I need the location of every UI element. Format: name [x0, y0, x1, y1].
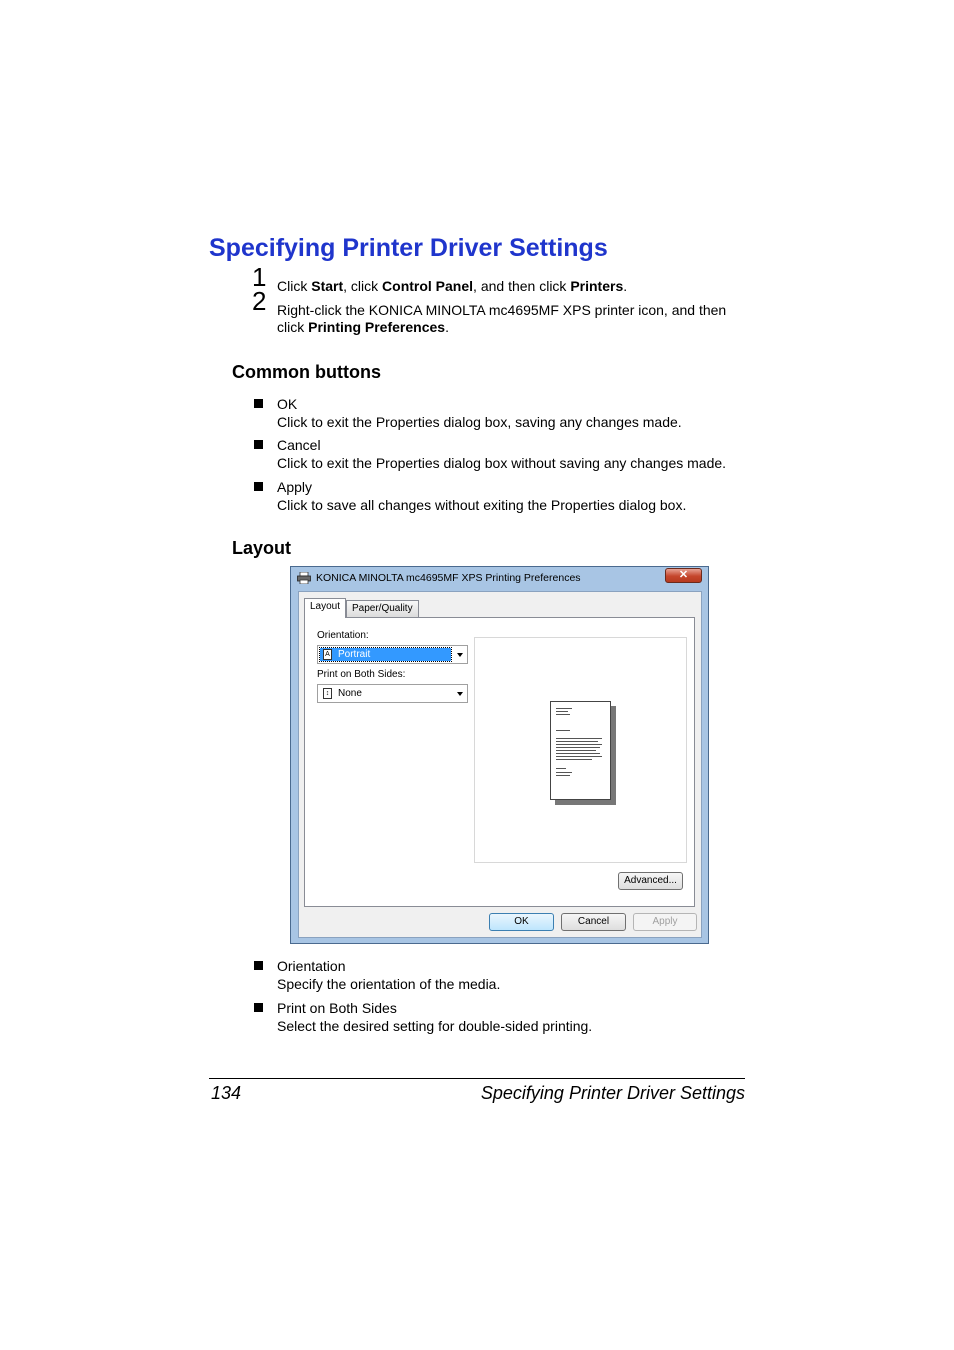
- dialog-title: KONICA MINOLTA mc4695MF XPS Printing Preferences: [316, 572, 581, 584]
- item-desc: Click to exit the Properties dialog box without saving any changes made.: [277, 455, 727, 471]
- orientation-label: Orientation:: [317, 630, 369, 641]
- item-desc: Specify the orientation of the media.: [277, 976, 501, 992]
- item-desc: Click to exit the Properties dialog box, saving any changes made.: [277, 414, 682, 430]
- page-preview: [474, 637, 687, 863]
- footer-title: Specifying Printer Driver Settings: [480, 1083, 745, 1103]
- item-desc: Select the desired setting for double-sided printing.: [277, 1018, 593, 1034]
- page-title: Specifying Printer Driver Settings: [209, 234, 608, 262]
- item-name: Orientation: [277, 958, 346, 974]
- chevron-down-icon: [457, 653, 463, 657]
- tab-paper-quality[interactable]: Paper/Quality: [346, 600, 419, 617]
- bullet-icon: [254, 961, 263, 970]
- dialog-titlebar: [291, 567, 708, 589]
- print-both-sides-select[interactable]: [317, 684, 468, 703]
- tab-layout[interactable]: Layout: [304, 598, 346, 618]
- portrait-icon: A: [323, 649, 332, 660]
- cancel-button[interactable]: Cancel: [561, 913, 626, 931]
- duplex-label: Print on Both Sides:: [317, 669, 406, 680]
- bullet-icon: [254, 1003, 263, 1012]
- item-desc: Click to save all changes without exiting the Properties dialog box.: [277, 497, 687, 513]
- step-number: 2: [252, 286, 267, 316]
- layout-tab-panel: [304, 617, 695, 907]
- bullet-icon: [254, 440, 263, 449]
- ok-button[interactable]: OK: [489, 913, 554, 931]
- orientation-value: Portrait: [320, 648, 451, 661]
- printer-icon: [297, 572, 311, 584]
- apply-button[interactable]: Apply: [633, 913, 697, 931]
- common-buttons-heading: Common buttons: [232, 362, 381, 382]
- printing-preferences-dialog: [290, 566, 709, 944]
- bullet-icon: [254, 399, 263, 408]
- step-number: 1: [252, 262, 267, 292]
- item-name: Apply: [277, 479, 313, 495]
- layout-heading: Layout: [232, 538, 292, 558]
- step-text: Right-click the KONICA MINOLTA mc4695MF XPS printer icon, and then click Printing Preferences.: [277, 302, 727, 335]
- item-name: OK: [277, 396, 298, 412]
- footer-divider: [209, 1078, 745, 1079]
- page-thumbnail: [550, 701, 611, 800]
- step-text: Click Start, click Control Panel, and then click Printers.: [277, 278, 628, 294]
- page-number: 134: [211, 1083, 242, 1103]
- chevron-down-icon: [457, 692, 463, 696]
- item-name: Print on Both Sides: [277, 1000, 397, 1016]
- advanced-button[interactable]: Advanced...: [618, 872, 683, 890]
- orientation-select[interactable]: [317, 645, 468, 664]
- duplex-value: None: [338, 688, 362, 699]
- item-name: Cancel: [277, 437, 321, 453]
- dialog-client-area: [298, 591, 702, 938]
- duplex-icon: ↕: [323, 688, 332, 699]
- close-button[interactable]: ✕: [665, 568, 702, 583]
- bullet-icon: [254, 482, 263, 491]
